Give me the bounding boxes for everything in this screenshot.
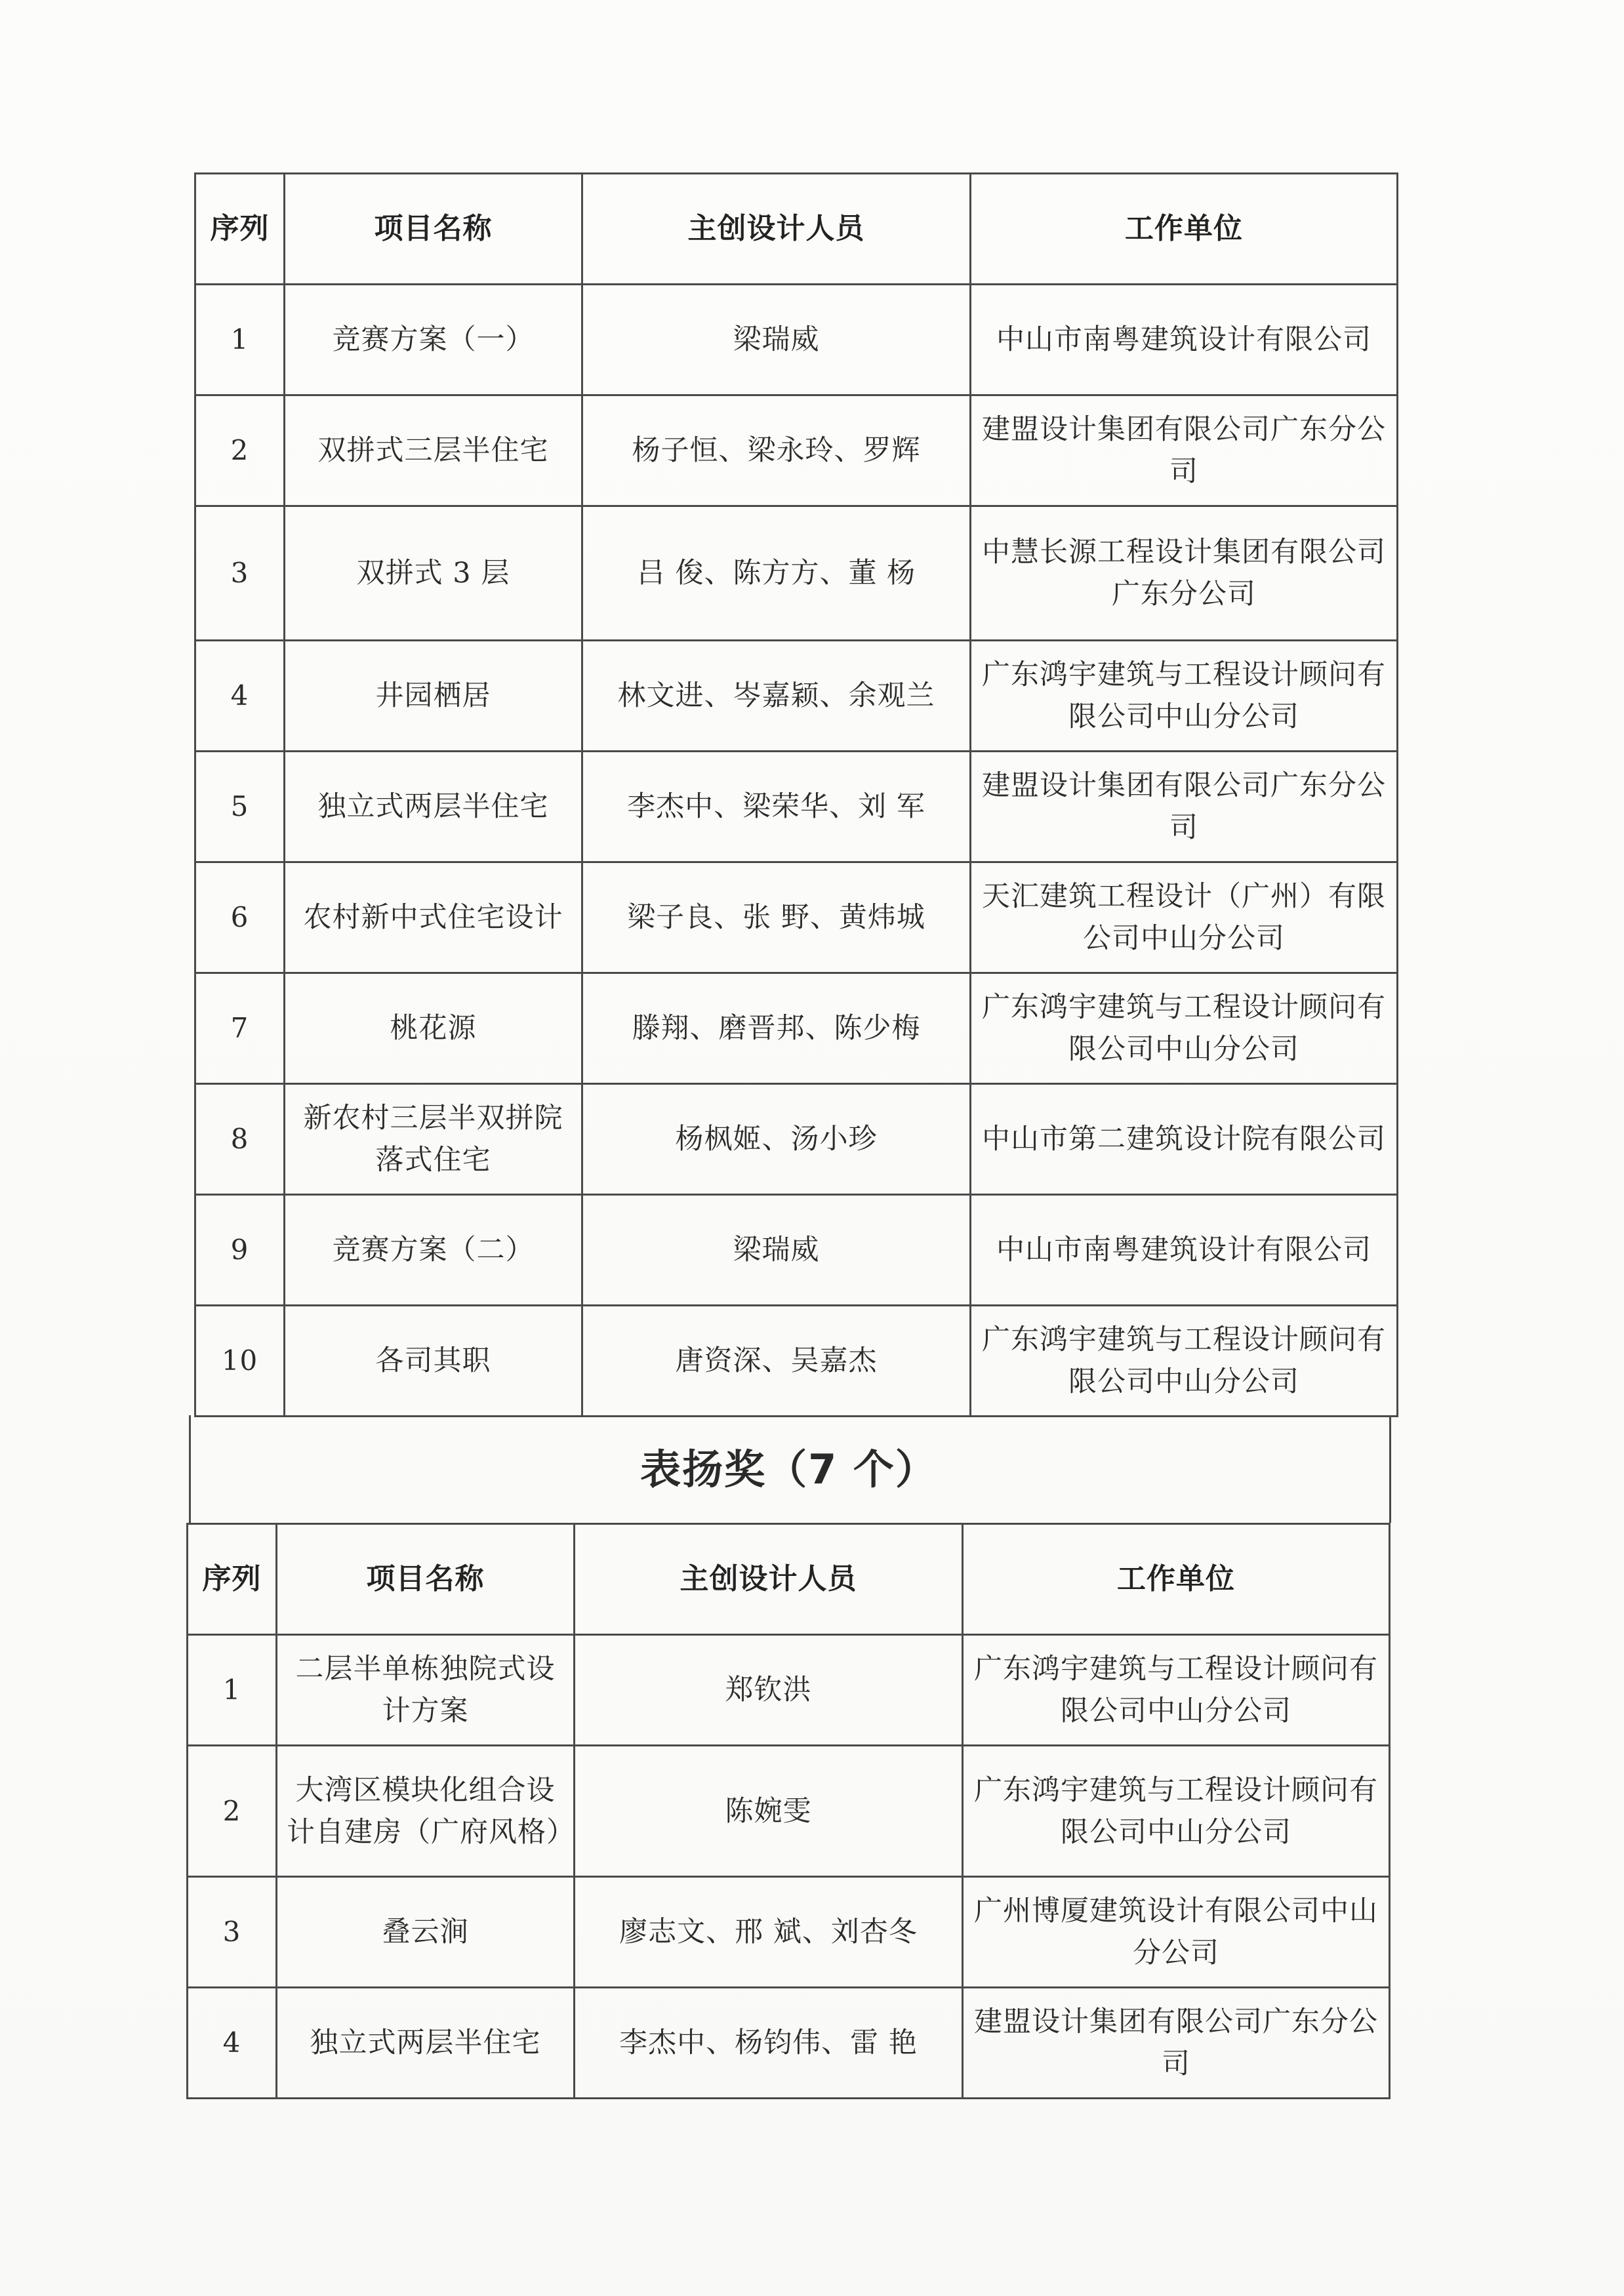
table-row — [188, 1877, 1390, 1988]
row-unit: 广东鸿宇建筑与工程设计顾问有限公司中山分公司 — [963, 1746, 1390, 1877]
table-row — [195, 973, 1398, 1084]
row-designers: 林文进、岑嘉颖、余观兰 — [582, 641, 971, 752]
row-project: 桃花源 — [285, 973, 582, 1084]
row-index: 3 — [188, 1877, 277, 1988]
table-row — [195, 1195, 1398, 1306]
row-project: 独立式两层半住宅 — [277, 1988, 575, 2099]
row-project: 井园栖居 — [285, 641, 582, 752]
table-header-row — [188, 1524, 1390, 1635]
row-designers: 杨枫姬、汤小珍 — [582, 1084, 971, 1195]
row-unit: 建盟设计集团有限公司广东分公司 — [963, 1988, 1390, 2099]
row-index: 1 — [195, 285, 285, 395]
table-row — [195, 862, 1398, 973]
table-row — [195, 506, 1398, 641]
row-unit: 广州博厦建筑设计有限公司中山分公司 — [963, 1877, 1390, 1988]
row-unit: 广东鸿宇建筑与工程设计顾问有限公司中山分公司 — [971, 641, 1398, 752]
table-row — [195, 752, 1398, 862]
table-row — [195, 395, 1398, 506]
row-designers: 唐资深、吴嘉杰 — [582, 1306, 971, 1417]
row-designers: 李杰中、梁荣华、刘 军 — [582, 752, 971, 862]
row-unit: 广东鸿宇建筑与工程设计顾问有限公司中山分公司 — [971, 973, 1398, 1084]
table-row — [195, 285, 1398, 395]
row-unit: 中山市南粤建筑设计有限公司 — [971, 285, 1398, 395]
header-index: 序列 — [195, 174, 285, 285]
row-designers: 梁瑞威 — [582, 285, 971, 395]
row-designers: 梁子良、张 野、黄炜城 — [582, 862, 971, 973]
row-designers: 梁瑞威 — [582, 1195, 971, 1306]
row-index: 1 — [188, 1635, 277, 1746]
table-header-row — [195, 174, 1398, 285]
row-index: 6 — [195, 862, 285, 973]
table-row — [188, 1635, 1390, 1746]
row-index: 4 — [195, 641, 285, 752]
row-unit: 广东鸿宇建筑与工程设计顾问有限公司中山分公司 — [963, 1635, 1390, 1746]
praise-table — [186, 1523, 1391, 2099]
table-row — [195, 641, 1398, 752]
row-project: 叠云涧 — [277, 1877, 575, 1988]
header-designers: 主创设计人员 — [582, 174, 971, 285]
row-designers: 廖志文、邢 斌、刘杏冬 — [575, 1877, 963, 1988]
row-project: 竞赛方案（一） — [285, 285, 582, 395]
row-index: 9 — [195, 1195, 285, 1306]
row-designers: 吕 俊、陈方方、董 杨 — [582, 506, 971, 641]
row-unit: 中慧长源工程设计集团有限公司广东分公司 — [971, 506, 1398, 641]
row-index: 2 — [195, 395, 285, 506]
row-index: 3 — [195, 506, 285, 641]
row-project: 独立式两层半住宅 — [285, 752, 582, 862]
row-unit: 天汇建筑工程设计（广州）有限公司中山分公司 — [971, 862, 1398, 973]
row-index: 10 — [195, 1306, 285, 1417]
row-unit: 中山市南粤建筑设计有限公司 — [971, 1195, 1398, 1306]
row-project: 农村新中式住宅设计 — [285, 862, 582, 973]
row-project: 竞赛方案（二） — [285, 1195, 582, 1306]
row-designers: 杨子恒、梁永玲、罗辉 — [582, 395, 971, 506]
table-row — [188, 1988, 1390, 2099]
row-designers: 陈婉雯 — [575, 1746, 963, 1877]
row-index: 5 — [195, 752, 285, 862]
row-designers: 滕翔、磨晋邦、陈少梅 — [582, 973, 971, 1084]
table-row — [195, 1084, 1398, 1195]
table-row — [195, 1306, 1398, 1417]
row-index: 8 — [195, 1084, 285, 1195]
row-project: 双拼式三层半住宅 — [285, 395, 582, 506]
row-designers: 李杰中、杨钧伟、雷 艳 — [575, 1988, 963, 2099]
row-project: 双拼式 3 层 — [285, 506, 582, 641]
row-index: 4 — [188, 1988, 277, 2099]
header-unit: 工作单位 — [971, 174, 1398, 285]
row-project: 各司其职 — [285, 1306, 582, 1417]
table-row — [188, 1746, 1390, 1877]
row-index: 7 — [195, 973, 285, 1084]
section-title: 表扬奖（7 个） — [640, 1445, 937, 1493]
row-unit: 建盟设计集团有限公司广东分公司 — [971, 395, 1398, 506]
header-designers: 主创设计人员 — [575, 1524, 963, 1635]
row-project: 二层半单栋独院式设计方案 — [277, 1635, 575, 1746]
row-designers: 郑钦洪 — [575, 1635, 963, 1746]
row-index: 2 — [188, 1746, 277, 1877]
header-project: 项目名称 — [277, 1524, 575, 1635]
award-table — [194, 172, 1398, 1417]
row-project: 大湾区模块化组合设计自建房（广府风格） — [277, 1746, 575, 1877]
header-project: 项目名称 — [285, 174, 582, 285]
row-unit: 中山市第二建筑设计院有限公司 — [971, 1084, 1398, 1195]
row-unit: 建盟设计集团有限公司广东分公司 — [971, 752, 1398, 862]
header-index: 序列 — [188, 1524, 277, 1635]
row-unit: 广东鸿宇建筑与工程设计顾问有限公司中山分公司 — [971, 1306, 1398, 1417]
row-project: 新农村三层半双拼院落式住宅 — [285, 1084, 582, 1195]
header-unit: 工作单位 — [963, 1524, 1390, 1635]
